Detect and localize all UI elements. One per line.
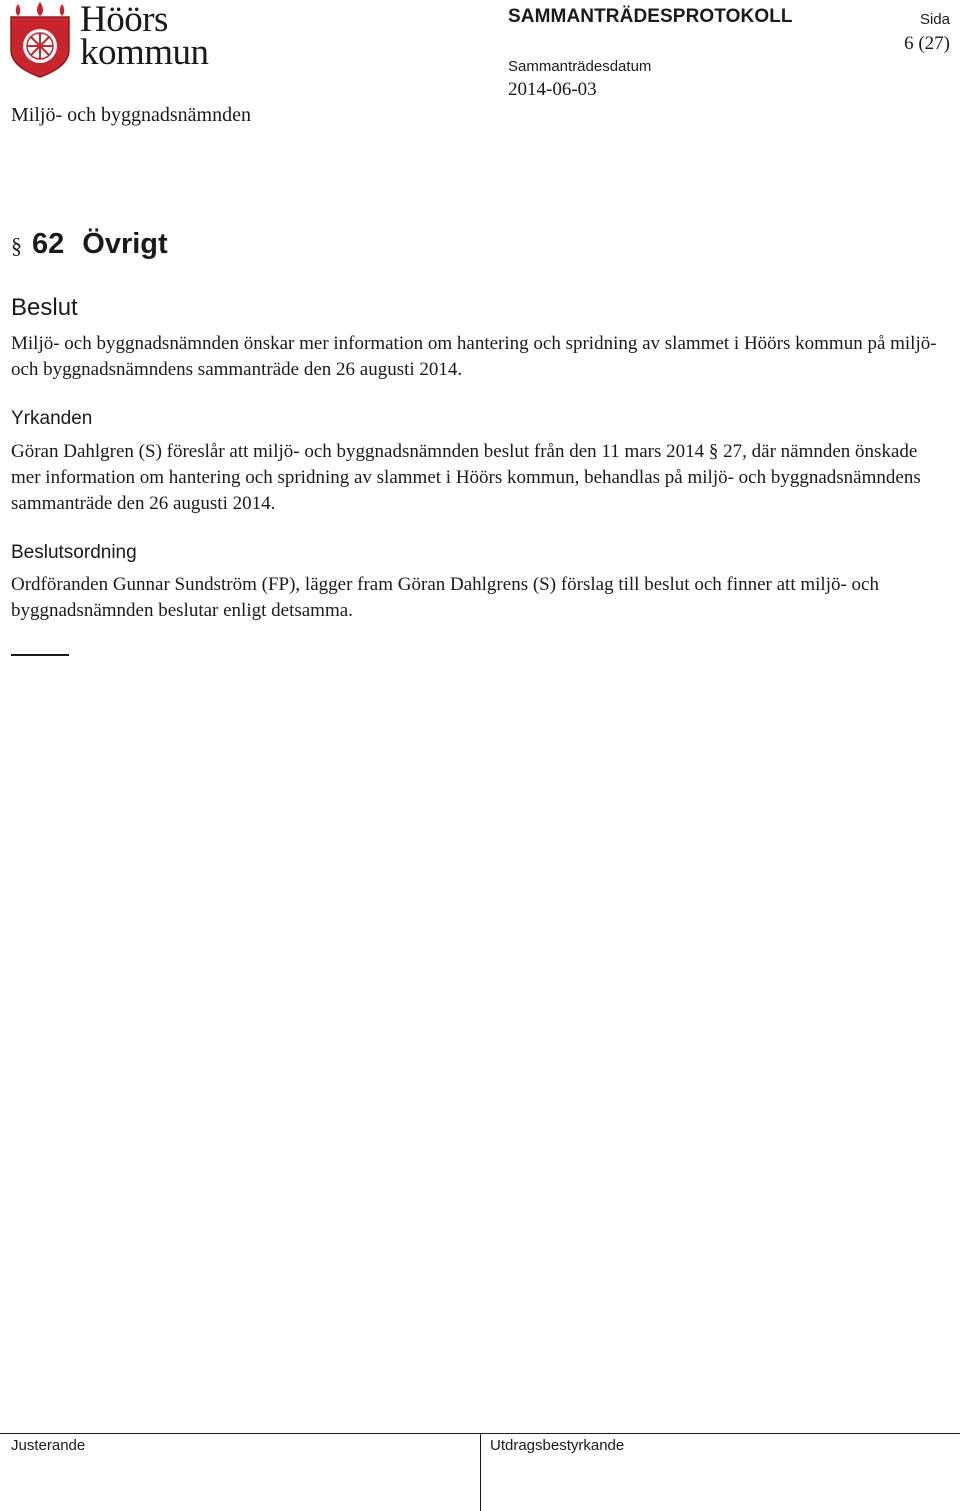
section-title bbox=[11, 228, 168, 261]
page-number: 6 (27) bbox=[904, 33, 950, 54]
municipality-logo bbox=[8, 2, 224, 80]
beslut-heading: Beslut bbox=[11, 294, 78, 321]
beslut-text: Miljö- och byggnadsnämnden önskar mer information om hantering och spridning av slammet i Höörs kommun på miljö- och byggnadsnämndens sammanträde den 26 augusti 2014. bbox=[11, 333, 937, 380]
footer-utdragsbestyrkande: Utdragsbestyrkande bbox=[490, 1437, 625, 1454]
meeting-date-label: Sammanträdesdatum bbox=[508, 58, 652, 75]
beslutsordning-heading: Beslutsordning bbox=[11, 542, 137, 563]
section-number: 62 bbox=[32, 228, 65, 260]
yrkanden-heading: Yrkanden bbox=[11, 408, 93, 429]
page-label: Sida bbox=[919, 11, 950, 28]
section-heading: Övrigt bbox=[82, 228, 168, 260]
section-sign: § bbox=[11, 233, 22, 258]
meeting-date: 2014-06-03 bbox=[508, 79, 597, 100]
coat-of-arms-icon bbox=[8, 2, 72, 78]
document-type: SAMMANTRÄDESPROTOKOLL bbox=[508, 6, 793, 27]
footer-justerande: Justerande bbox=[11, 1437, 86, 1454]
footer-column-divider bbox=[480, 1433, 481, 1511]
logo-line-1: Höörs bbox=[80, 0, 168, 40]
end-of-section-rule bbox=[11, 654, 69, 656]
yrkanden-text: Göran Dahlgren (S) föreslår att miljö- och byggnadsnämnden beslut från den 11 mars 2014 § 27, där nämnden önskade mer information om hantering och spridning av slammet i Höörs kommun, behandlas på miljö- och byggnadsnämndens sammanträde den 26 augusti 2014. bbox=[11, 441, 921, 514]
committee-name: Miljö- och byggnadsnämnden bbox=[11, 104, 251, 126]
beslutsordning-text: Ordföranden Gunnar Sundström (FP), lägger fram Göran Dahlgrens (S) förslag till beslut och finner att miljö- och byggnadsnämnden beslutar enligt detsamma. bbox=[11, 574, 879, 621]
logo-line-2: kommun bbox=[80, 32, 209, 73]
